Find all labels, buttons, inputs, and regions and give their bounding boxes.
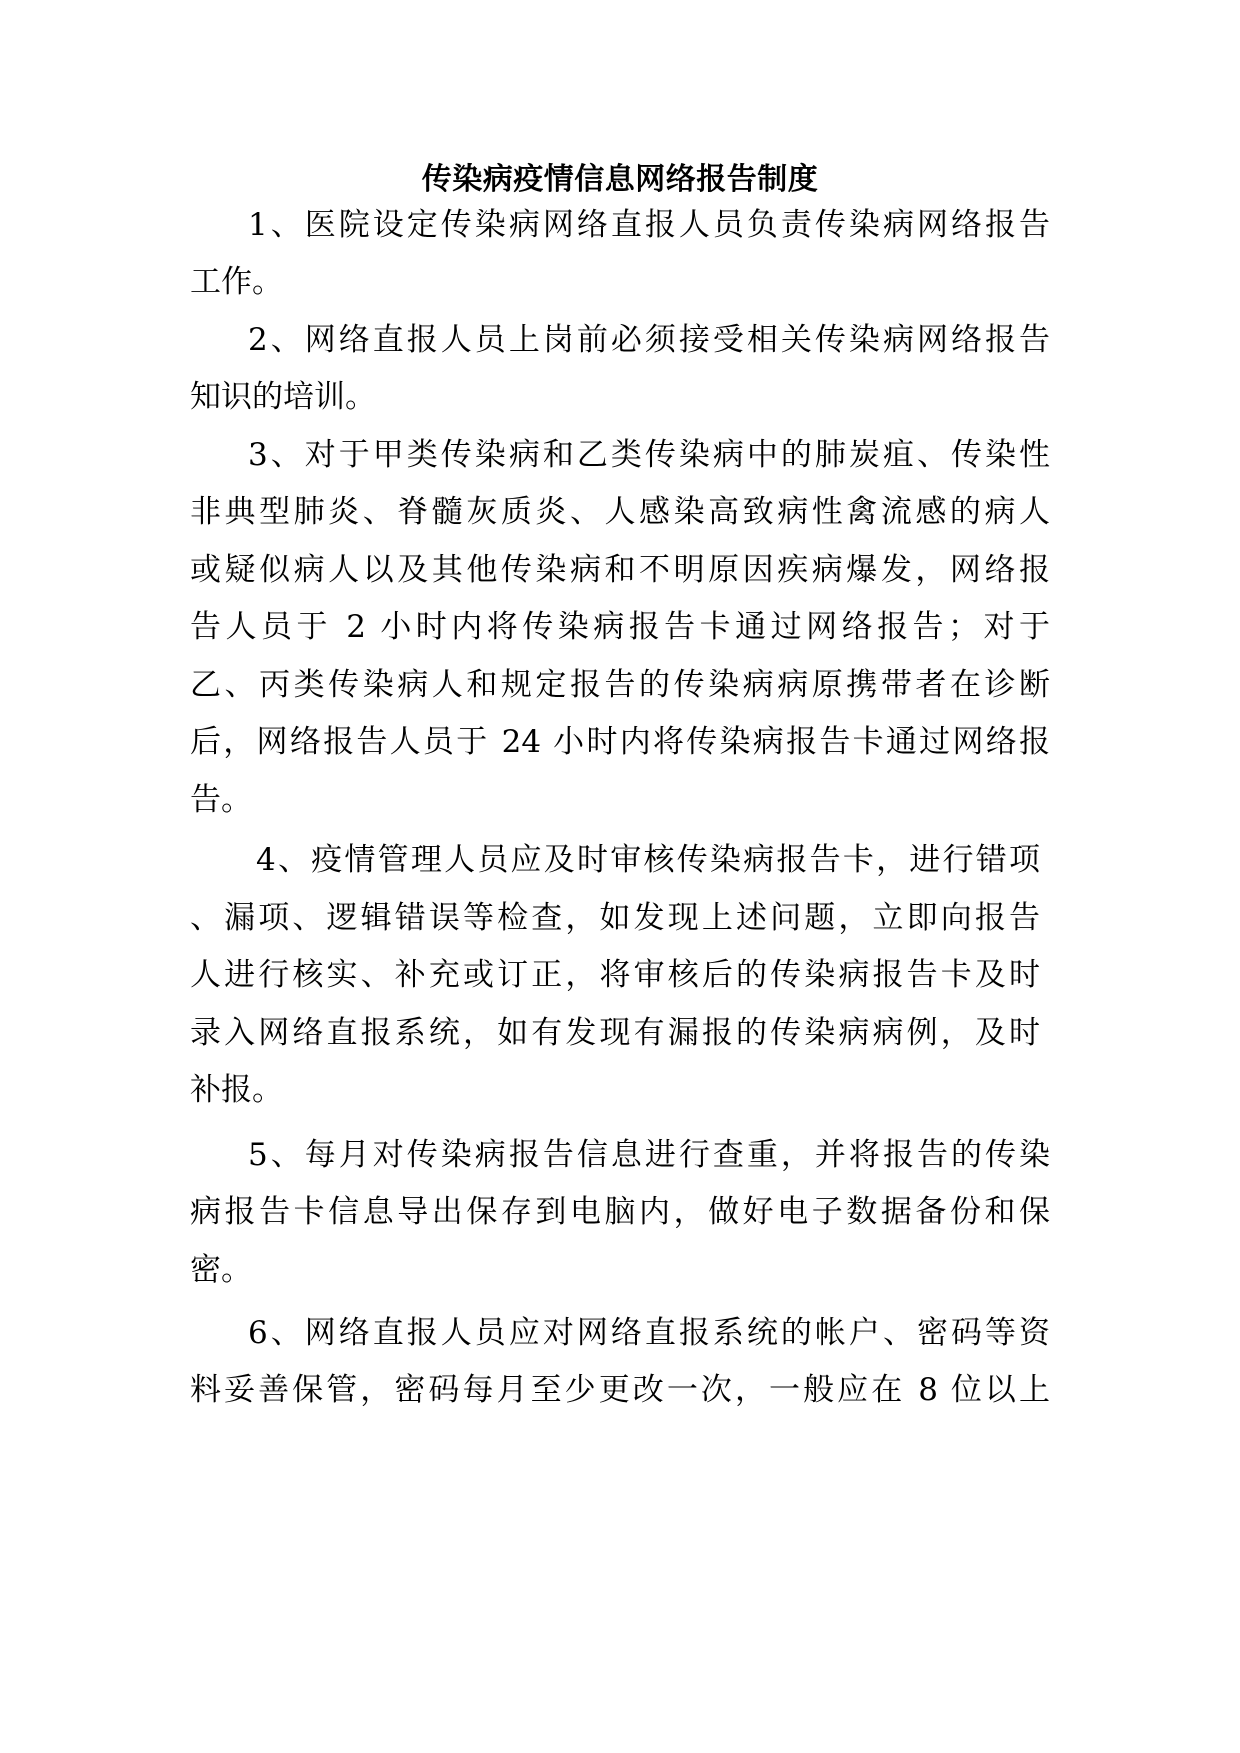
paragraph-line: 5、每月对传染病报告信息进行查重，并将报告的传染 xyxy=(248,1137,1050,1173)
paragraph-line: 知识的培训。 xyxy=(190,379,376,415)
paragraph-line: 告人员于 2 小时内将传染病报告卡通过网络报告；对于 xyxy=(190,609,1050,645)
paragraph-line: 6、网络直报人员应对网络直报系统的帐户、密码等资 xyxy=(248,1315,1050,1351)
paragraph-line: 录入网络直报系统，如有发现有漏报的传染病病例，及时 xyxy=(190,1015,1040,1051)
paragraph-line: 3、对于甲类传染病和乙类传染病中的肺炭疽、传染性 xyxy=(248,437,1050,473)
paragraph-line: 后，网络报告人员于 24 小时内将传染病报告卡通过网络报 xyxy=(190,724,1050,760)
paragraph-line: 乙、丙类传染病人和规定报告的传染病病原携带者在诊断 xyxy=(190,667,1050,703)
document-title: 传染病疫情信息网络报告制度 xyxy=(421,162,819,197)
paragraph-line: 或疑似病人以及其他传染病和不明原因疾病爆发，网络报 xyxy=(190,552,1050,588)
paragraph-line: 补报。 xyxy=(190,1072,283,1108)
paragraph-line: 2、网络直报人员上岗前必须接受相关传染病网络报告 xyxy=(248,322,1050,358)
paragraph-line: 、漏项、逻辑错误等检查，如发现上述问题，立即向报告 xyxy=(190,900,1040,936)
paragraph-line: 1、医院设定传染病网络直报人员负责传染病网络报告 xyxy=(248,207,1050,243)
paragraph-line: 人进行核实、补充或订正，将审核后的传染病报告卡及时 xyxy=(190,957,1040,993)
paragraph-line: 密。 xyxy=(190,1252,252,1288)
paragraph-line: 非典型肺炎、脊髓灰质炎、人感染高致病性禽流感的病人 xyxy=(190,494,1050,530)
paragraph-line: 料妥善保管，密码每月至少更改一次，一般应在 8 位以上 xyxy=(190,1372,1050,1408)
paragraph-line: 病报告卡信息导出保存到电脑内，做好电子数据备份和保 xyxy=(190,1194,1050,1230)
paragraph-line: 工作。 xyxy=(190,264,283,300)
paragraph-line: 告。 xyxy=(190,782,252,818)
paragraph-line: 4、疫情管理人员应及时审核传染病报告卡，进行错项 xyxy=(256,842,1040,878)
